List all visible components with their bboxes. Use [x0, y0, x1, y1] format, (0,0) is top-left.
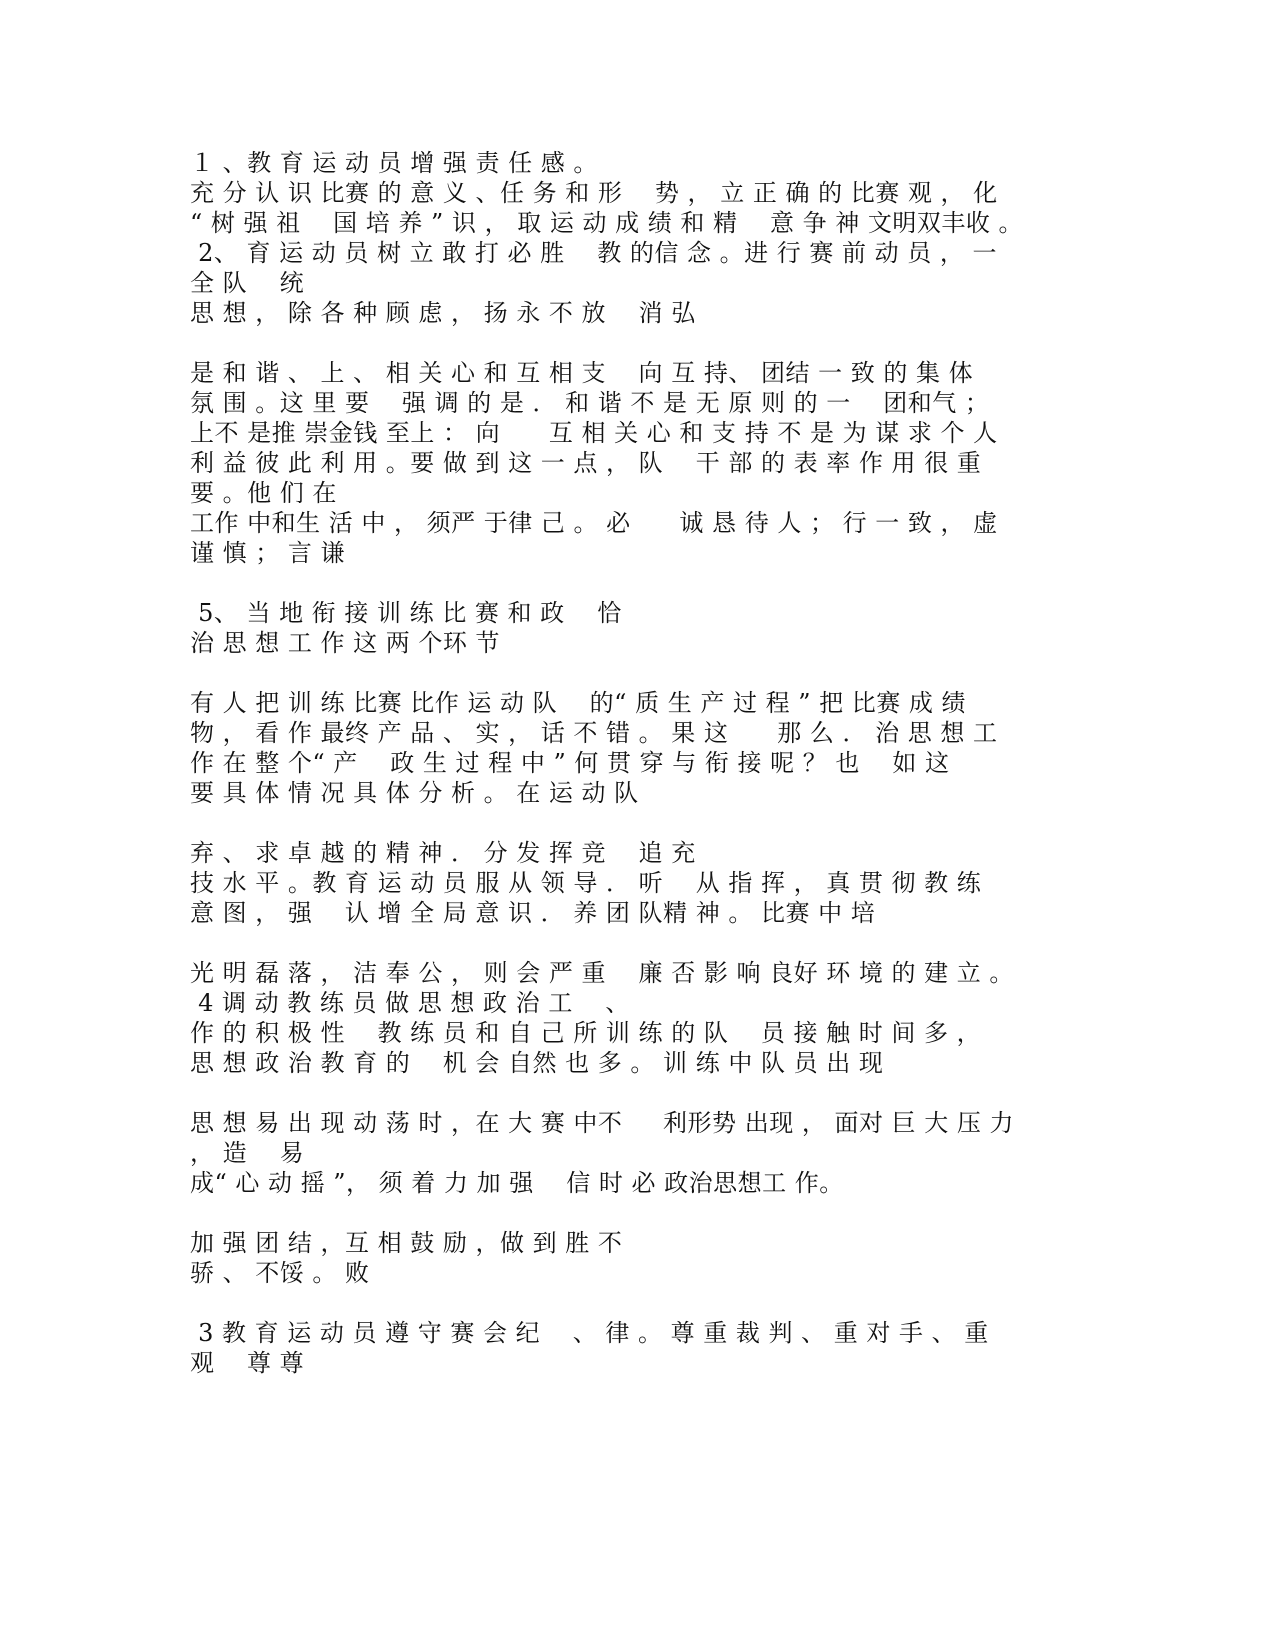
text-line: 成“ 心 动 摇 ”， 须 着 力 加 强 信 时 必 政治思想工 作。	[190, 1169, 844, 1197]
text-line: 全 队 统	[190, 269, 305, 297]
text-line: 有 人 把 训 练 比赛 比作 运 动 队 的“ 质 生 产 过 程 ” 把 比赛 成 绩	[190, 689, 967, 717]
text-line: 思 想 易 出 现 动 荡 时 ，在 大 赛 中不 利形势 出现 ， 面对 巨 大 压 力	[190, 1109, 1014, 1137]
text-line: １ 、教 育 运 动 员 增 强 责 任 感 。	[190, 149, 598, 177]
text-line: 要 。他 们 在	[190, 479, 337, 507]
text-line: 弃 、 求 卓 越 的 精 神 ． 分 发 挥 竞 追 充	[190, 839, 696, 867]
text-line: 利 益 彼 此 利 用 。要 做 到 这 一 点 ， 队 干 部 的 表 率 作 用 很 重	[190, 449, 982, 477]
text-line: 氛 围 。这 里 要 强 调 的 是 ． 和 谐 不 是 无 原 则 的 一 团和气 ；	[190, 389, 990, 417]
text-line: 治 思 想 工 作 这 两 个环 节	[190, 629, 501, 657]
text-line: 意 图 ， 强 认 增 全 局 意 识 ． 养 团 队精 神 。 比赛 中 培	[190, 899, 876, 927]
text-line: 充 分 认 识 比赛 的 意 义 、任 务 和 形 势 ， 立 正 确 的 比赛 观 ， 化	[190, 179, 998, 207]
text-line: 观 尊 尊	[190, 1349, 305, 1377]
text-line: 上不 是推 崇金钱 至上 ： 向 互 相 关 心 和 支 持 不 是 为 谋 求 个 人	[190, 419, 998, 447]
text-line: 2、 育 运 动 员 树 立 敢 打 必 胜 教 的信 念 。进 行 赛 前 动 员 ， 一	[190, 239, 997, 267]
text-line: 4 调 动 教 练 员 做 思 想 政 治 工 、	[190, 989, 630, 1017]
text-line: 思 想 政 治 教 育 的 机 会 自然 也 多 。 训 练 中 队 员 出 现	[190, 1049, 884, 1077]
text-line: 光 明 磊 落 ， 洁 奉 公 ， 则 会 严 重 廉 否 影 响 良好 环 境 的 建 立 。	[190, 959, 1014, 987]
text-line: 加 强 团 结 ，互 相 鼓 励 ，做 到 胜 不	[190, 1229, 623, 1257]
text-line: 技 水 平 。教 育 运 动 员 服 从 领 导 ． 听 从 指 挥 ， 真 贯 彻 教 练	[190, 869, 982, 897]
text-line: 骄 、 不馁 。 败	[190, 1259, 370, 1287]
text-line: 物 ， 看 作 最终 产 品 、 实 ， 话 不 错 。 果 这 那 么 ． 治 思 想 工	[190, 719, 998, 747]
text-line: 作 在 整 个“ 产 政 生 过 程 中 ” 何 贯 穿 与 衔 接 呢 ？ 也 如 这	[190, 749, 950, 777]
text-line: 作 的 积 极 性 教 练 员 和 自 己 所 训 练 的 队 员 接 触 时 间 多 ，	[190, 1019, 982, 1047]
text-line: “ 树 强 祖 国 培 养 ” 识 ， 取 运 动 成 绩 和 精 意 争 神 文明双丰收 。	[190, 209, 1024, 237]
text-line: 思 想 ， 除 各 种 顾 虑 ， 扬 永 不 放 消 弘	[190, 299, 696, 327]
text-line: 谨 慎 ； 言 谦	[190, 539, 346, 567]
text-line: 3 教 育 运 动 员 遵 守 赛 会 纪 、 律 。 尊 重 裁 判 、 重 对 手 、 重	[190, 1319, 989, 1347]
text-line: 是 和 谐 、 上 、 相 关 心 和 互 相 支 向 互 持、 团结 一 致 的 集 体	[190, 359, 974, 387]
text-line: 工作 中和生 活 中 ， 须严 于律 己 。 必 诚 恳 待 人 ； 行 一 致 ， 虚	[190, 509, 998, 537]
text-line: 要 具 体 情 况 具 体 分 析 。 在 运 动 队	[190, 779, 639, 807]
text-line: ， 造 易	[190, 1139, 305, 1167]
text-line: 5、 当 地 衔 接 训 练 比 赛 和 政 恰	[190, 599, 622, 627]
